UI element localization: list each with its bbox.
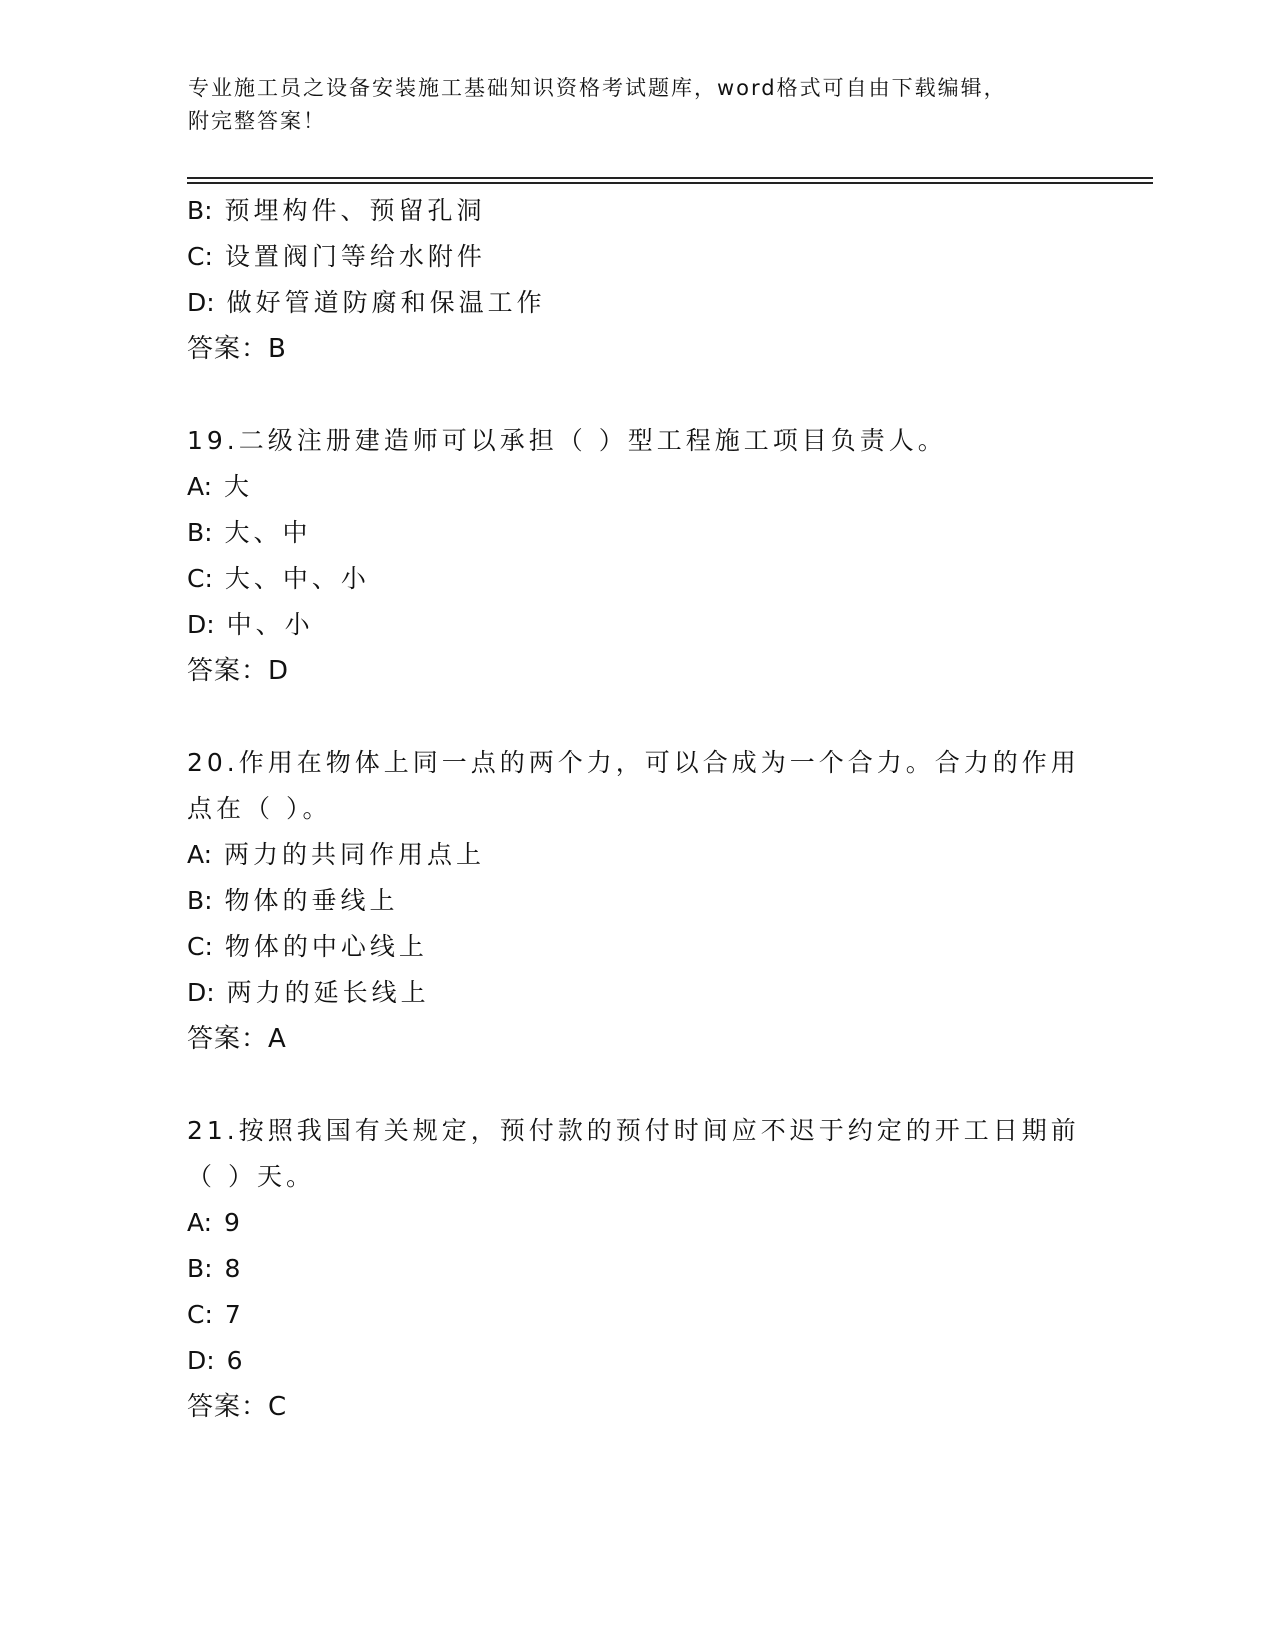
question-21 <box>187 1108 1127 1430</box>
option-key: C: <box>187 564 213 593</box>
header-title-line-1: 专业施工员之设备安装施工基础知识资格考试题库，word格式可自由下载编辑， <box>188 76 1007 100</box>
option-d <box>187 602 1127 648</box>
option-text: 大、中、小 <box>224 564 370 593</box>
option-key: A: <box>187 1208 213 1237</box>
question-text-line-1: 21.按照我国有关规定，预付款的预付时间应不迟于约定的开工日期前 <box>187 1116 1080 1145</box>
option-key: A: <box>187 472 213 501</box>
option-text: 8 <box>224 1254 245 1283</box>
option-key: D: <box>187 1346 215 1375</box>
option-text: 设置阀门等给水附件 <box>224 242 486 271</box>
question-19 <box>187 418 1127 694</box>
question-content <box>187 188 1127 1430</box>
option-key: D: <box>187 978 215 1007</box>
option-c <box>187 234 1127 280</box>
option-key: B: <box>187 518 213 547</box>
option-text: 预埋构件、预留孔洞 <box>224 196 486 225</box>
option-d <box>187 1338 1127 1384</box>
question-text-line-2: 点在（ ）。 <box>187 794 332 823</box>
option-key: B: <box>187 1254 213 1283</box>
answer-label: 答案：C <box>187 1392 288 1422</box>
option-c <box>187 1292 1127 1338</box>
option-a <box>187 1200 1127 1246</box>
answer-label: 答案：A <box>187 1024 287 1054</box>
option-text: 中、小 <box>226 610 314 639</box>
option-key: C: <box>187 1300 213 1329</box>
option-text: 9 <box>224 1208 244 1237</box>
option-key: C: <box>187 242 213 271</box>
option-key: A: <box>187 840 213 869</box>
option-b <box>187 878 1127 924</box>
question-text-line-2: （ ）天。 <box>187 1162 315 1191</box>
question-20 <box>187 740 1127 1062</box>
option-text: 大、中 <box>224 518 312 547</box>
option-d <box>187 970 1127 1016</box>
answer-label: 答案：D <box>187 656 290 686</box>
header-divider-bottom <box>187 182 1153 184</box>
option-key: B: <box>187 196 213 225</box>
spacer <box>187 1062 1127 1108</box>
option-c <box>187 556 1127 602</box>
header-title-line-2: 附完整答案！ <box>188 109 326 133</box>
option-text: 大 <box>224 472 254 501</box>
option-key: D: <box>187 288 215 317</box>
question-18-tail <box>187 188 1127 372</box>
option-text: 两力的共同作用点上 <box>224 840 486 869</box>
spacer <box>187 694 1127 740</box>
header-divider-top <box>187 177 1153 179</box>
option-text: 物体的垂线上 <box>224 886 399 915</box>
option-c <box>187 924 1127 970</box>
option-text: 做好管道防腐和保温工作 <box>226 288 546 317</box>
page-header <box>188 72 1088 138</box>
option-b <box>187 1246 1127 1292</box>
question-text: 19.二级注册建造师可以承担（ ）型工程施工项目负责人。 <box>187 426 947 455</box>
option-text: 7 <box>224 1300 245 1329</box>
option-d <box>187 280 1127 326</box>
answer-label: 答案：B <box>187 334 287 364</box>
option-a <box>187 464 1127 510</box>
spacer <box>187 372 1127 418</box>
option-key: D: <box>187 610 215 639</box>
option-text: 物体的中心线上 <box>224 932 428 961</box>
option-text: 两力的延长线上 <box>226 978 430 1007</box>
option-text: 6 <box>226 1346 247 1375</box>
option-key: B: <box>187 886 213 915</box>
option-key: C: <box>187 932 213 961</box>
option-b <box>187 510 1127 556</box>
question-text-line-1: 20.作用在物体上同一点的两个力，可以合成为一个合力。合力的作用 <box>187 748 1080 777</box>
option-b <box>187 188 1127 234</box>
option-a <box>187 832 1127 878</box>
